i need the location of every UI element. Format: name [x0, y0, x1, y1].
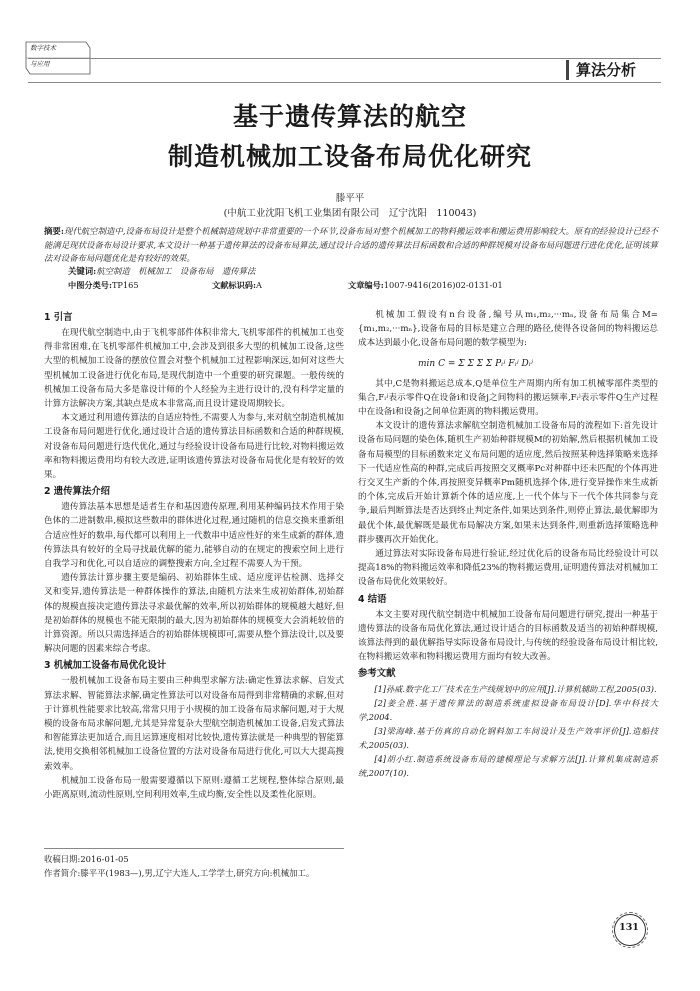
- title-line-1: 基于遗传算法的航空: [232, 102, 467, 131]
- journal-logo: [22, 34, 94, 78]
- cost-formula: min C = Σ Σ Σ Σ Pᵢʲ Fᵢʲ Dᵢʲ: [418, 358, 533, 369]
- footnote-rule: [44, 848, 344, 849]
- section-1-paragraph-1: 在现代航空制造中,由于飞机零部件体积非常大,飞机零部件的机械加工也变得非常困难,在飞机零部件机械加工中,会涉及到很多大型的机械加工设备,这些大型的机械加工设备的摆放位置会对整个机械加工过程影响深远,如何对这些大型机械加工设备进行优化布局,是现代制造中一个重要的研究课题。一般传统的机械加工设备布局大多是靠设计师的个人经验为主进行设计的,没有科学定量的计算方法解决方案,其缺点是成本非常高,而且设计建设周期较长。: [44, 328, 344, 410]
- document-code: [212, 280, 262, 291]
- section-3-paragraph-4: 其中,C是物料搬运总成本,Q是单位生产周期内所有加工机械零部件类型的集合,Fᵢʲ表示零件Q在设备i和设备j之间物料的搬运频率,Fᵢʲ表示零件Q生产过程中在设备i和设备j之间单位距离的物料搬运费用。: [358, 378, 658, 418]
- section-2-title: 2 遗传算法介绍: [44, 486, 111, 498]
- section-3-paragraph-1: 一般机械加工设备布局主要由三种典型求解方法:确定性算法求解、启发式算法求解、智能算法求解,确定性算法可以对设备布局得到非常精确的求解,但对于计算机性能要求比较高,常常只用于小规模的加工设备布局求解问题,对于大规模的设备布局求解问题,尤其是异常复杂大型航空制造机械加工设备,启发式算法和智能算法更加适合,而且运算速度相对比较快,遗传算法就是一种典型的智能算法,使用交换相邻机械加工设备位置的方法对设备布局进行优化,可以大大提高搜索效率。: [44, 676, 344, 772]
- reference-item: [2]姜全胜.基于遗传算法的制造系统虚拟设备布局设计[D].华中科技大学,2004.: [358, 698, 658, 723]
- article-no-label: 文章编号:: [348, 280, 384, 290]
- section-2-paragraph-1: 遗传算法基本思想是适者生存和基因遗传原理,利用某种编码技术作用于染色体的二进制数串,模拟这些数串的群体进化过程,通过随机的信息交换来重新组合适应性好的数串,每代都可以利用上一代数串中适应性好的来生成新的群体,遗传算法具有较好的全局寻找最优解的能力,能够自动的在规定的搜索空间上进行自我学习和优化,可以自适应的调整搜索方向,全过程不需要人为干预。: [44, 502, 344, 570]
- section-3-paragraph-5: 本文设计的遗传算法求解航空制造机械加工设备布局的流程如下:首先设计设备布局问题的染色体,随机生产初始种群规模M的初始解,然后根据机械加工设备布局模型的目标函数来定义布局问题的适应度,然后按照某种选择策略来选择下一代适应性高的种群,完成后再按照交叉概率Pc对种群中还未匹配的个体再进行交叉生产新的个体,再按照变异概率Pm随机选择个体,进行变异操作来生成新的个体,完成后开始计算新个体的适应度,上一代个体与下一代个体共同参与竞争,最后判断算法是否达到终止判定条件,如果达到条件,则停止算法,最优解即为最优个体,最优解既是最优布局解决方案,如果未达到条件,则重新选择策略选种群步骤再次开始优化。: [358, 421, 658, 545]
- section-3-paragraph-6: 通过算法对实际设备布局进行验证,经过优化后的设备布局比经验设计可以提高18%的物料搬运效率和降低23%的物料搬运费用,证明遗传算法对机械加工设备布局优化效果较好。: [358, 549, 658, 588]
- section-1-title: 1 引言: [44, 312, 73, 323]
- clc-value: TP165: [111, 280, 139, 290]
- reference-item: [4]胡小红.制造系统设备布局的建模理论与求解方法[J].计算机集成制造系统,2007(10).: [358, 754, 658, 779]
- keywords-text: 航空制造 机械加工 设备布局 遗传算法: [96, 266, 256, 276]
- category-label: 算法分析: [576, 61, 637, 79]
- references-title: 参考文献: [358, 668, 396, 680]
- article-number: [348, 280, 503, 291]
- header-rule-bottom: [28, 82, 661, 83]
- affiliation: (中航工业沈阳飞机工业集团有限公司 辽宁沈阳 110043): [223, 208, 477, 219]
- header-rule-top: [28, 58, 661, 59]
- clc-label: 中图分类号:: [68, 280, 112, 290]
- received-date: 收稿日期:2016-01-05: [44, 854, 129, 864]
- reference-list: [358, 682, 658, 780]
- section-2-paragraph-2: 遗传算法计算步骤主要是编码、初始群体生成、适应度评估检测、选择交叉和变异,遗传算法是一种群体操作的算法,由随机方法来生成初始群体,初始群体的规模直接决定遗传算法寻求最优解的效率,所以初始群体的规模越大越好,但是初始群体的规模也不能无限制的最大,因为初始群体的规模变大会消耗较倍的计算资源。所以只需选择适合的初始群体规模即可,需要从整个算法设计,以及要解决问题的因素来综合考虑。: [44, 573, 344, 655]
- right-column: [358, 308, 658, 780]
- article-no-value: 1007-9416(2016)02-0131-01: [383, 280, 503, 290]
- abstract-label: 摘要:: [44, 226, 64, 236]
- doc-code-value: A: [255, 280, 262, 290]
- abstract-text: 现代航空制造中,设备布局设计是整个机械制造规划中非常重要的一个环节,设备布局对整个机械加工的物料搬运效率和搬运费用影响较大。原有的经验设计已经不能满足现状设备布局设计要求,本文设计一种基于遗传算法的设备布局算法,通过设计合适的遗传算法目标函数和合适的种群规模对设备布局问题进行进化优化,证明该算法对设备布局问题优化是有较好的效果。: [44, 226, 658, 263]
- section-4-paragraph-1: 本文主要对现代航空制造中机械加工设备布局问题进行研究,提出一种基于遗传算法的设备布局优化算法,通过设计适合的目标函数及适当的初始种群规模,该算法得到的最优解指导实际设备布局设计,与传统的经验设备布局设计相比较,在物料搬运效率和物料搬运费用方面均有较大改善。: [358, 609, 658, 663]
- section-3-paragraph-3: 机械加工假设有n台设备,编号从m₁,m₂,···mₙ,设备布局集合M={m₁,m₂,···mₙ},设备布局的目标是建立合理的路径,使得各设备间的物料搬运总成本达到最小化,设备布局问题的数学模型为:: [358, 310, 658, 349]
- keywords: [68, 265, 628, 277]
- left-column: [44, 308, 344, 802]
- journal-name-line2: 与应用: [30, 60, 50, 68]
- section-4-title: 4 结语: [358, 593, 387, 605]
- journal-logo-icon: [22, 34, 94, 78]
- journal-name-line1: 数字技术: [30, 44, 56, 52]
- author-bio: 作者简介:滕平平(1983—),男,辽宁大连人,工学学士,研究方向:机械加工。: [44, 868, 315, 878]
- section-1-paragraph-2: 本文通过利用遗传算法的自适应特性,不需要人为参与,来对航空制造机械加工设备布局问题进行优化,通过设计合适的遗传算法目标函数和合适的种群规模,对设备布局问题进行迭代优化,通过与经验设计设备布局进行比较,对物料搬运效率和物料搬运费用均有较大改进,证明该遗传算法对设备布局优化是有较好的效果。: [44, 413, 344, 481]
- keywords-label: 关键词:: [68, 266, 97, 276]
- section-3-title: 3 机械加工设备布局优化设计: [44, 660, 167, 672]
- reference-item: [3]梁海峰.基于仿真的自动化钢料加工车间设计及生产效率评价[J].造船技术,2005(03).: [358, 726, 658, 751]
- page-number: 131: [619, 922, 639, 933]
- section-3-paragraph-2: 机械加工设备布局一般需要遵循以下原则:遵循工艺规程,整体综合原则,最小距离原则,流动性原则,空间利用效率,生成均衡,安全性以及柔性化原则。: [44, 775, 344, 801]
- author: 滕平平: [335, 193, 365, 204]
- doc-code-label: 文献标识码:: [212, 280, 256, 290]
- clc-number: [68, 280, 139, 291]
- category-marker: [566, 60, 569, 80]
- abstract: [44, 225, 658, 266]
- reference-item: [1]孙威.数字化工厂技术在生产线规划中的应用[J].计算机辅助工程,2005(03).: [374, 684, 657, 695]
- title-line-2: 制造机械加工设备布局优化研究: [167, 142, 532, 171]
